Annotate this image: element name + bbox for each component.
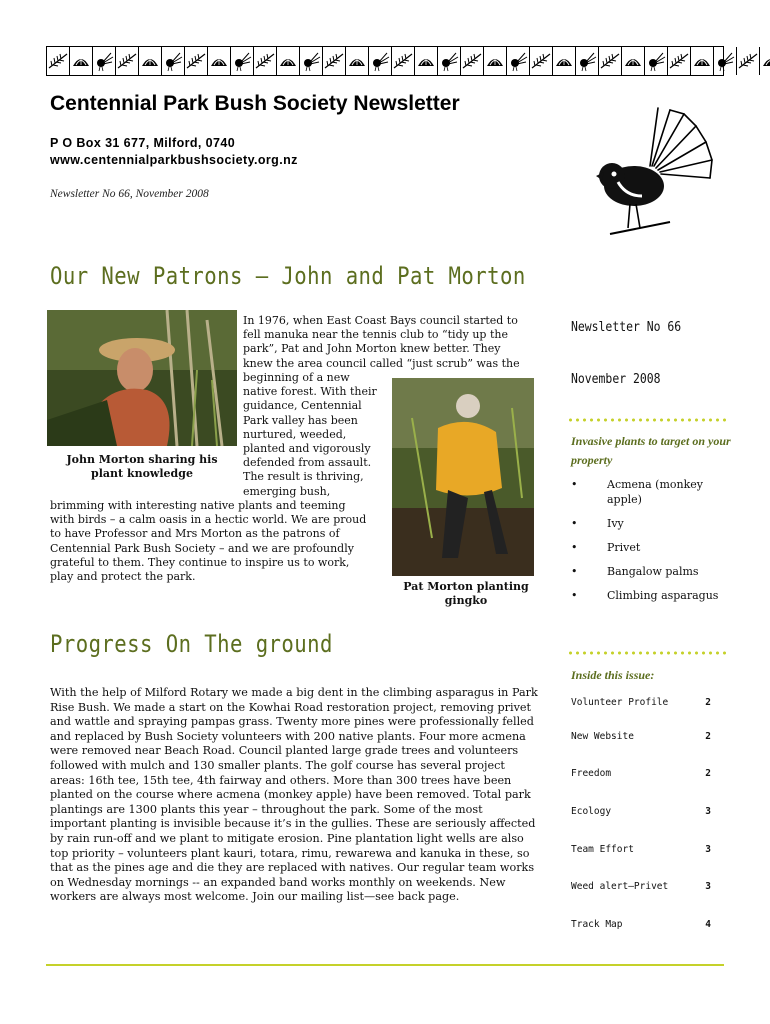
shell-icon <box>208 47 231 75</box>
dotted-divider <box>567 651 727 655</box>
toc-row[interactable] <box>571 768 711 779</box>
body-line: fell manuka near the tennis club to “tidy up the <box>243 328 508 342</box>
body-line: defended from assault. <box>243 456 372 470</box>
shell-icon <box>622 47 645 75</box>
fern-icon <box>254 47 277 75</box>
toc-page-number: 4 <box>705 919 711 930</box>
body-line: grateful to them. They continue to inspire us to work, <box>50 555 350 569</box>
list-item <box>571 564 731 579</box>
toc-title: Weed alert—Privet <box>571 881 669 892</box>
toc-row[interactable] <box>571 731 711 742</box>
toc-page-number: 3 <box>705 881 711 892</box>
fantail-bird-icon <box>590 96 718 246</box>
body-line: Centennial Park Bush Society – and we are profoundly <box>50 541 354 555</box>
pat-morton-photo <box>392 378 534 576</box>
list-item-label: Bangalow palms <box>607 565 699 578</box>
toc-page-number: 3 <box>705 806 711 817</box>
website-link[interactable]: www.centennialparkbushsociety.org.nz <box>50 153 298 167</box>
progress-body-text: With the help of Milford Rotary we made a big dent in the climbing asparagus in Park Rise Bush. We made a start on the Kowhai Road restoration project, removing privet and wattle and spraying pampas grass. Twenty more pines were professionally felled and replaced by Bush Society volunteers with 200 native plants. Four more acmena were removed near Beach Road. Council planted large grade trees and volunteers followed with mulch and 130 smaller plants. The golf course has several project areas: 16th tee, 15th tee, 4th fairway and others. More than 300 trees have been planted on the course where acmena (monkey apple) have been removed. Total park plantings are 1300 plants this year – throughout the park. Some of the most important planting is invisible because it’s in the gullies. These are seriously affected by rain run-off and we plant to mitigate erosion. Pine plantation light wells are also top priority – volunteers plant kauri, totara, rimu, rewarewa and kanuka in these, so that as the pines age and die they are replaced with natives. Our regular team works on Wednesday mornings -- an expanded band works monthly on weekends. New workers are always most welcome. Join our mailing list—see back page. <box>50 686 538 904</box>
fern-icon <box>599 47 622 75</box>
shell-icon <box>70 47 93 75</box>
body-line: emerging bush, <box>243 484 331 498</box>
newsletter-title: Centennial Park Bush Society Newsletter <box>50 92 460 115</box>
bullet-icon: • <box>571 478 578 491</box>
fantail-icon <box>645 47 668 75</box>
toc-row[interactable] <box>571 844 711 855</box>
body-line: beginning of a new <box>243 371 350 384</box>
fern-icon <box>116 47 139 75</box>
body-line: planted and vigorously <box>243 442 371 456</box>
shell-icon <box>553 47 576 75</box>
patrons-text-wide <box>50 499 390 584</box>
list-item-label: Climbing asparagus <box>607 589 719 602</box>
toc-title: Track Map <box>571 919 623 930</box>
invasive-plants-list <box>571 477 731 612</box>
invasive-plants-heading: Invasive plants to target on your property <box>571 434 731 467</box>
toc-title: Volunteer Profile <box>571 697 669 708</box>
toc-row[interactable] <box>571 806 711 817</box>
toc-title: New Website <box>571 731 634 742</box>
bullet-icon: • <box>571 517 578 530</box>
fantail-icon <box>300 47 323 75</box>
fantail-icon <box>231 47 254 75</box>
shell-icon <box>760 47 770 75</box>
photo-caption-john: John Morton sharing his plant knowledge <box>66 453 218 480</box>
fantail-icon <box>714 47 737 75</box>
bullet-icon: • <box>571 541 578 554</box>
fantail-icon <box>576 47 599 75</box>
body-line: guidance, Centennial <box>243 399 362 413</box>
shell-icon <box>139 47 162 75</box>
toc-title: Freedom <box>571 768 612 779</box>
footer-rule <box>46 964 724 966</box>
fern-icon <box>668 47 691 75</box>
toc-page-number: 2 <box>705 697 711 708</box>
shell-icon <box>415 47 438 75</box>
shell-icon <box>691 47 714 75</box>
list-item-label: Acmena (monkey apple) <box>607 478 704 506</box>
body-line: with birds – a calm oasis in a hectic world. We are proud <box>50 513 367 527</box>
list-item <box>571 540 731 555</box>
patrons-text-top <box>243 314 543 371</box>
fern-icon <box>392 47 415 75</box>
fern-icon <box>185 47 208 75</box>
list-item-label: Ivy <box>607 517 624 530</box>
fantail-icon <box>507 47 530 75</box>
body-line: knew the area council called “just scrub” was the <box>243 356 520 370</box>
body-line: play and protect the park. <box>50 570 196 584</box>
body-line: Park valley has been <box>243 413 358 427</box>
bullet-icon: • <box>571 589 578 602</box>
john-morton-photo <box>47 310 237 446</box>
shell-icon <box>484 47 507 75</box>
body-line: The result is thriving, <box>243 470 364 484</box>
fantail-icon <box>438 47 461 75</box>
photo-caption-pat: Pat Morton planting gingko <box>403 580 529 607</box>
article-heading-progress: Progress On The ground <box>50 630 333 658</box>
patrons-text-narrow <box>243 371 393 499</box>
sidebar-issue-date: November 2008 <box>571 372 661 387</box>
toc-row[interactable] <box>571 697 711 708</box>
list-item <box>571 588 731 603</box>
body-line: In 1976, when East Coast Bays council started to <box>243 314 518 327</box>
list-item <box>571 477 731 507</box>
body-line: brimming with interesting native plants and teeming <box>50 499 346 512</box>
shell-icon <box>277 47 300 75</box>
article-heading-patrons: Our New Patrons — John and Pat Morton <box>50 262 526 290</box>
shell-icon <box>346 47 369 75</box>
body-line: native forest. With their <box>243 385 377 399</box>
inside-issue-heading: Inside this issue: <box>571 668 655 682</box>
list-item <box>571 516 731 531</box>
toc-row[interactable] <box>571 881 711 892</box>
postal-address: P O Box 31 677, Milford, 0740 <box>50 136 236 150</box>
fantail-icon <box>93 47 116 75</box>
fern-icon <box>323 47 346 75</box>
toc-page-number: 2 <box>705 731 711 742</box>
bullet-icon: • <box>571 565 578 578</box>
fantail-icon <box>162 47 185 75</box>
body-line: to have Professor and Mrs Morton as the patrons of <box>50 527 340 541</box>
body-line: nurtured, weeded, <box>243 427 347 441</box>
toc-page-number: 3 <box>705 844 711 855</box>
fantail-icon <box>369 47 392 75</box>
fern-icon <box>461 47 484 75</box>
toc-title: Team Effort <box>571 844 634 855</box>
toc-row[interactable] <box>571 919 711 930</box>
fern-icon <box>47 47 70 75</box>
fern-icon <box>737 47 760 75</box>
toc-title: Ecology <box>571 806 612 817</box>
body-line: park”, Pat and John Morton knew better. They <box>243 342 501 356</box>
sidebar-newsletter-number: Newsletter No 66 <box>571 320 682 335</box>
dotted-divider <box>567 418 727 422</box>
decorative-border <box>46 46 724 76</box>
list-item-label: Privet <box>607 541 641 554</box>
toc-page-number: 2 <box>705 768 711 779</box>
issue-line: Newsletter No 66, November 2008 <box>50 188 209 200</box>
fern-icon <box>530 47 553 75</box>
